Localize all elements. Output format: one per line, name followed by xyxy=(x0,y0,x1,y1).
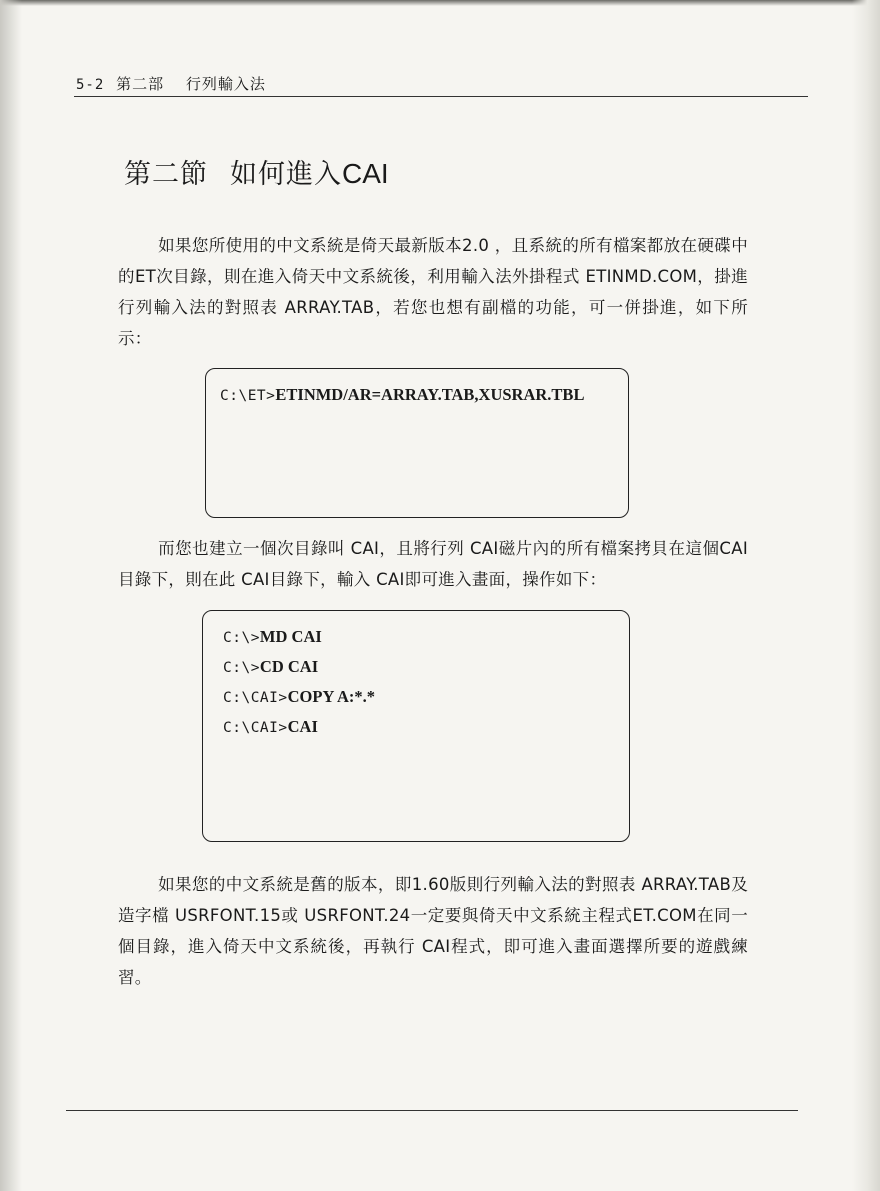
command-prompt: C:\> xyxy=(223,630,260,646)
chapter-label: 行列輸入法 xyxy=(185,75,266,93)
page-top-shadow xyxy=(0,0,880,6)
command-prompt: C:\CAI> xyxy=(223,720,288,736)
paragraph-3 xyxy=(118,869,748,993)
command-box-1 xyxy=(205,368,629,518)
command-text: CAI xyxy=(287,717,318,736)
command-line xyxy=(223,657,318,677)
section-title xyxy=(230,159,389,190)
command-prompt: C:\ET> xyxy=(220,388,276,404)
footer-rule xyxy=(66,1110,798,1111)
command-line xyxy=(223,627,322,647)
command-box-2 xyxy=(202,610,630,842)
command-prompt: C:\CAI> xyxy=(223,690,288,706)
page-right-edge xyxy=(852,0,880,1191)
command-prompt: C:\> xyxy=(223,660,260,676)
section-title-text: 如何進入 xyxy=(230,159,342,190)
running-header xyxy=(76,73,266,94)
paragraph-2 xyxy=(118,533,748,595)
command-line xyxy=(220,385,584,405)
part-label: 第二部 xyxy=(116,75,165,93)
paragraph-3-text: 如果您的中文系統是舊的版本，即1.60版則行列輸入法的對照表 ARRAY.TAB及造字檔 USRFONT.15或 USRFONT.24一定要與倚天中文系統主程式ET.COM在同一個目錄，進入倚天中文系統後，再執行 CAI程式，即可進入畫面選擇所要的遊戲練習。 xyxy=(118,875,748,987)
command-text: COPY A:*.* xyxy=(287,687,375,706)
section-heading xyxy=(124,152,389,191)
header-rule xyxy=(74,96,808,97)
section-number: 第二節 xyxy=(124,159,208,190)
page-number: 5-2 xyxy=(76,77,105,93)
paragraph-1 xyxy=(118,230,748,354)
command-text: ETINMD/AR=ARRAY.TAB,XUSRAR.TBL xyxy=(275,385,585,404)
paragraph-2-text: 而您也建立一個次目錄叫 CAI，且將行列 CAI磁片內的所有檔案拷貝在這個CAI目錄下，則在此 CAI目錄下，輸入 CAI即可進入畫面，操作如下： xyxy=(118,539,748,589)
command-line xyxy=(223,717,318,737)
command-text: MD CAI xyxy=(259,627,322,646)
command-line xyxy=(223,687,375,707)
paragraph-1-text: 如果您所使用的中文系統是倚天最新版本2.0 ，且系統的所有檔案都放在硬碟中的ET次目錄，則在進入倚天中文系統後，利用輸入法外掛程式 ETINMD.COM，掛進行列輸入法的對照表 ARRAY.TAB，若您也想有副檔的功能，可一併掛進，如下所示： xyxy=(118,236,748,348)
section-title-latin: CAI xyxy=(342,158,389,189)
page-binding-shadow xyxy=(0,0,22,1191)
command-text: CD CAI xyxy=(259,657,319,676)
